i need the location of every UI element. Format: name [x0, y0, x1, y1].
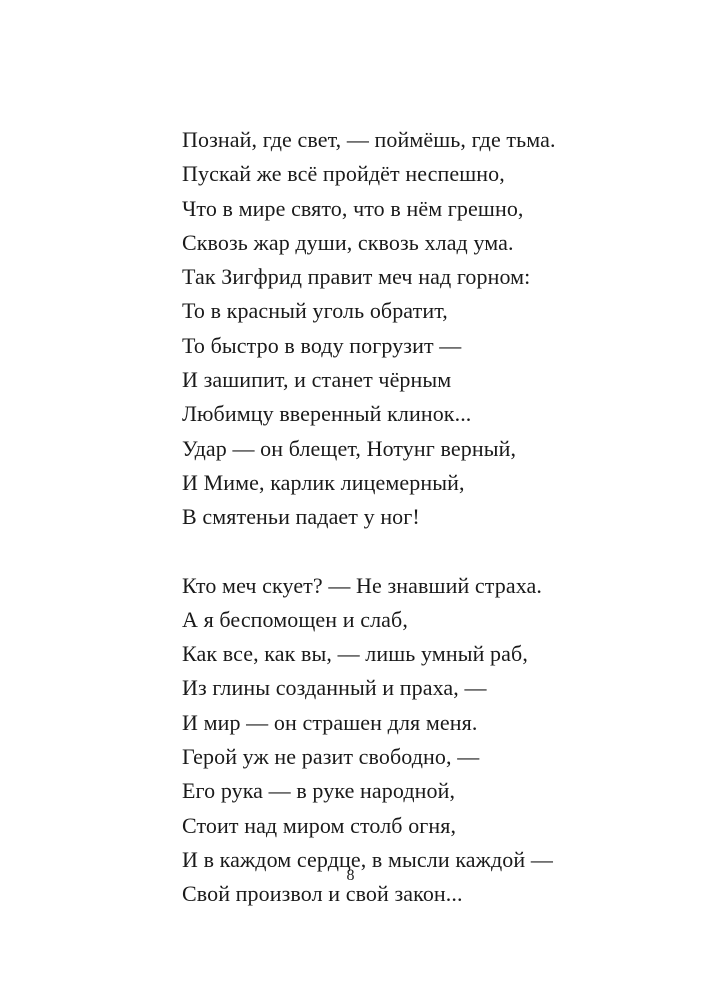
- poem-line: Свой произвол и свой закон...: [182, 881, 463, 907]
- poem-line: Удар — он блещет, Нотунг верный,: [182, 435, 517, 461]
- poem-line: И мир — он страшен для меня.: [182, 709, 478, 735]
- stanza-2: [182, 569, 662, 912]
- poem-line: И в каждом сердце, в мысли каждой —: [182, 846, 553, 872]
- poem-line: Из глины созданный и праха, —: [182, 675, 487, 701]
- stanza-1: [182, 123, 662, 535]
- poem-line: Так Зигфрид правит меч над горном:: [182, 264, 531, 290]
- poem-line: А я беспомощен и слаб,: [182, 606, 408, 632]
- poem-line: Познай, где свет, — поймёшь, где тьма.: [182, 127, 556, 152]
- poem-line: Что в мире свято, что в нём грешно,: [182, 195, 524, 221]
- poem-line: В смятеньи падает у ног!: [182, 504, 420, 530]
- page-number: 8: [346, 867, 355, 884]
- poem: [182, 123, 662, 912]
- poem-line: Его рука — в руке народной,: [182, 778, 456, 804]
- poem-line: Любимцу вверенный клинок...: [182, 401, 472, 427]
- poem-line: Пускай же всё пройдёт неспешно,: [182, 161, 505, 187]
- poem-line: И зашипит, и станет чёрным: [182, 367, 452, 393]
- poem-line: Кто меч скует? — Не знавший страха.: [182, 572, 543, 598]
- poem-line: Сквозь жар души, сквозь хлад ума.: [182, 229, 514, 255]
- poem-line: То в красный уголь обратит,: [182, 298, 448, 324]
- poem-line: Герой уж не разит свободно, —: [182, 744, 480, 770]
- poem-line: Стоит над миром столб огня,: [182, 812, 457, 838]
- poem-line: И Миме, карлик лицемерный,: [182, 469, 465, 495]
- poem-line: То быстро в воду погрузит —: [182, 332, 462, 358]
- poem-line: Как все, как вы, — лишь умный раб,: [182, 641, 528, 667]
